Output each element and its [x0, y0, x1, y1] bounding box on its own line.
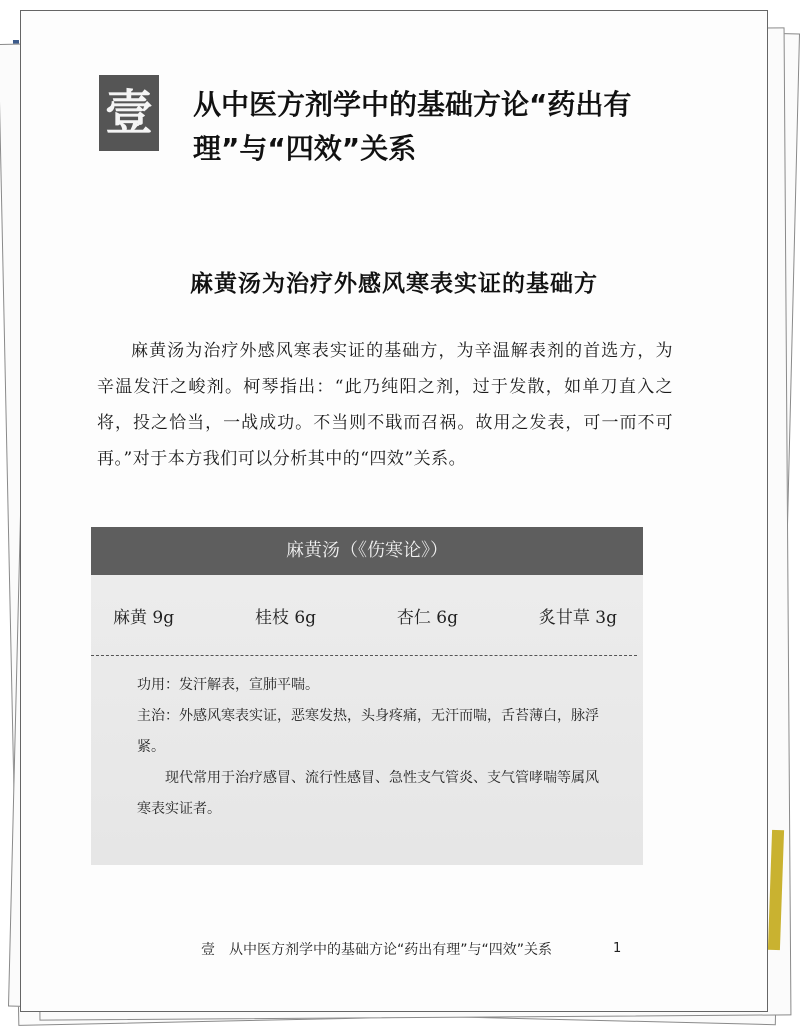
herb-item: 麻黄 9g	[113, 607, 175, 628]
formula-modern-use: 现代常用于治疗感冒、流行性感冒、急性支气管炎、支气管哮喘等属风寒表实证者。	[137, 770, 599, 817]
page-number: 1	[613, 941, 622, 956]
formula-indication: 主治：外感风寒表实证，恶寒发热，头身疼痛，无汗而喘，舌苔薄白，脉浮紧。	[137, 708, 599, 755]
formula-box	[91, 527, 643, 865]
footer-running-title: 从中医方剂学中的基础方论“药出有理”与“四效”关系	[229, 942, 553, 958]
chapter-title: 从中医方剂学中的基础方论“药出有理”与“四效”关系	[193, 88, 632, 165]
chapter-number-badge: 壹	[99, 75, 159, 151]
section-title: 麻黄汤为治疗外感风寒表实证的基础方	[190, 270, 598, 297]
formula-header: 麻黄汤（《伤寒论》）	[91, 527, 643, 575]
formula-notes	[91, 656, 643, 825]
herb-item: 炙甘草 3g	[538, 607, 617, 628]
running-footer	[201, 939, 552, 959]
formula-function: 功用：发汗解表，宣肺平喘。	[137, 677, 319, 693]
body-paragraph: 麻黄汤为治疗外感风寒表实证的基础方，为辛温解表剂的首选方，为辛温发汗之峻剂。柯琴指出：“此乃纯阳之剂，过于发散，如单刀直入之将，投之恰当，一战成功。不当则不戢而召祸。故用之发表，可一而不可再。”对于本方我们可以分析其中的“四效”关系。	[97, 341, 673, 469]
herb-item: 桂枝 6g	[254, 607, 317, 628]
herb-item: 杏仁 6g	[396, 607, 459, 628]
footer-chapter-mark: 壹	[201, 942, 215, 958]
herb-list	[91, 575, 643, 655]
book-page	[20, 10, 768, 1012]
body-text	[97, 333, 673, 477]
